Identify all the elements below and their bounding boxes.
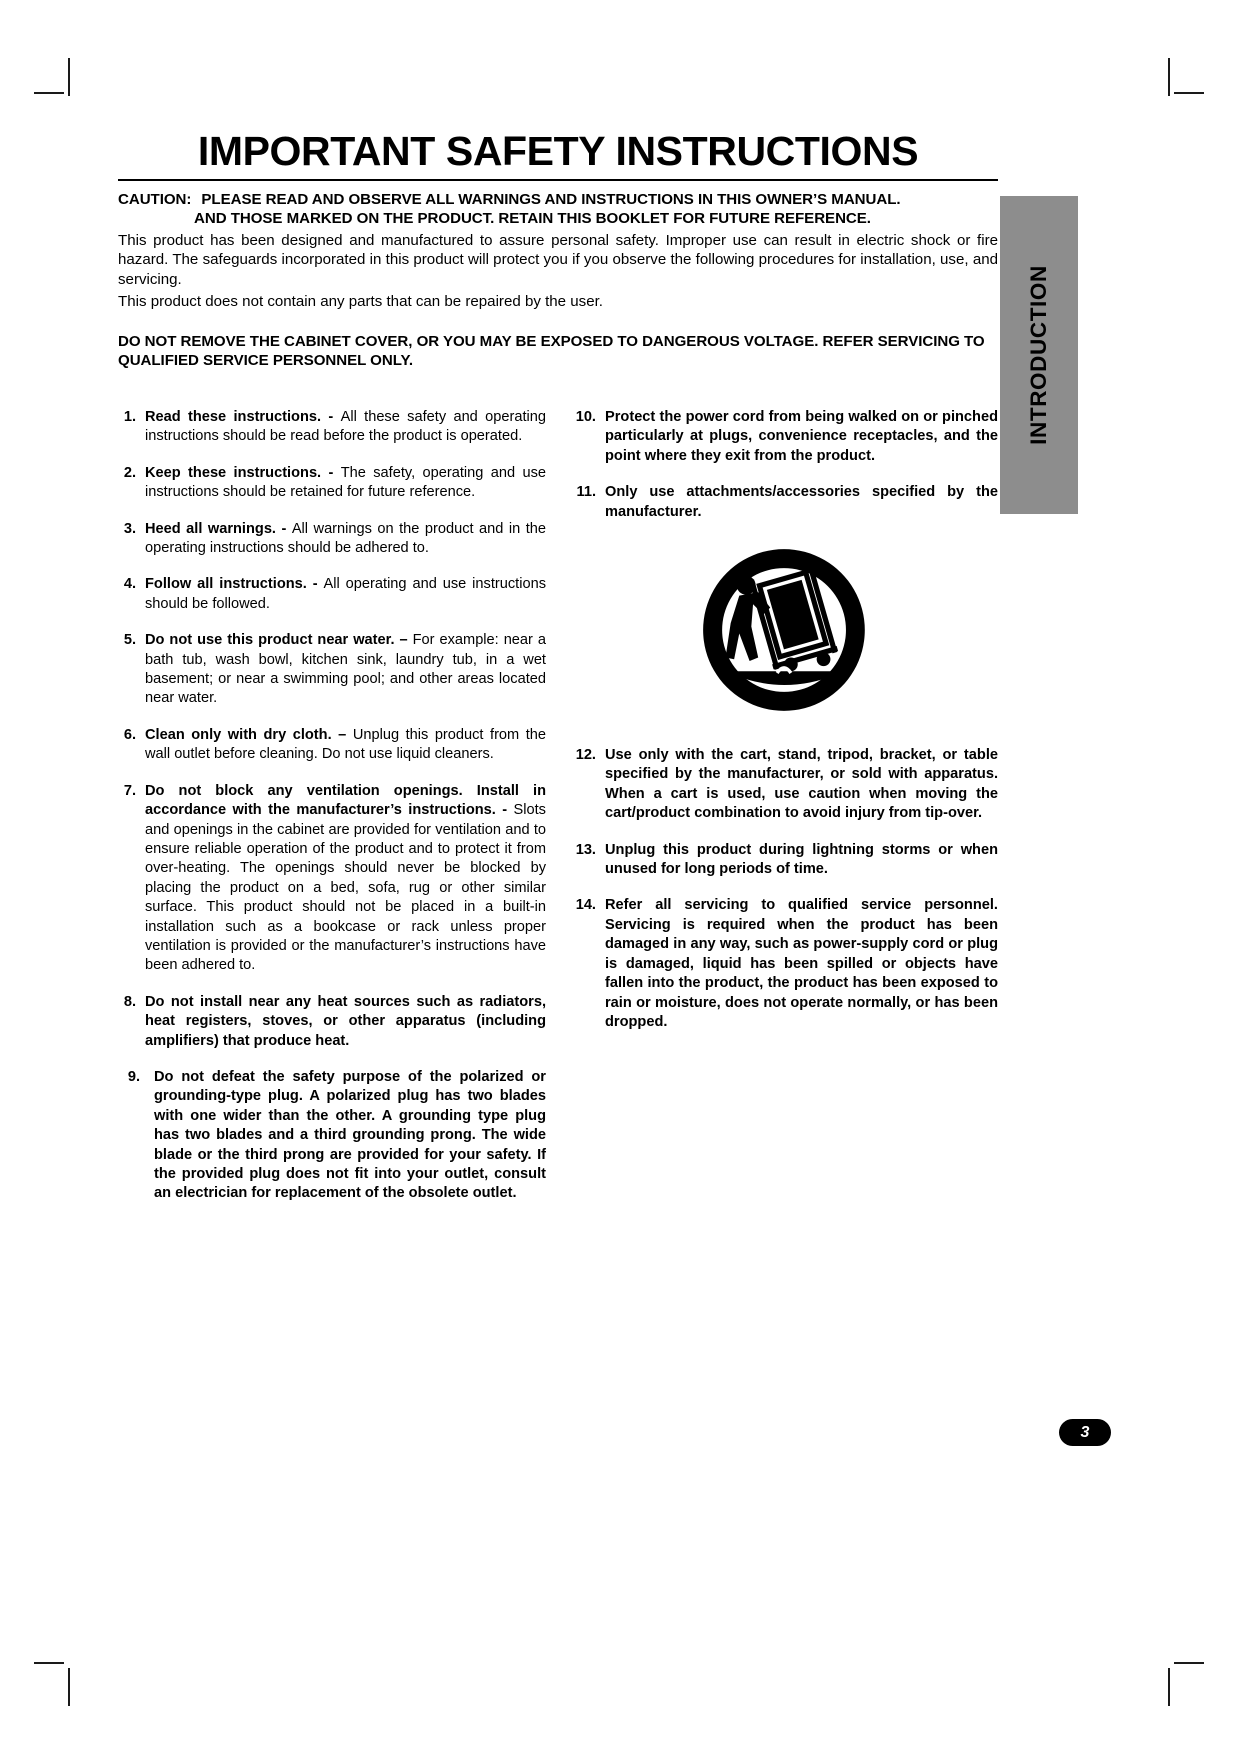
- cart-tip-over-warning-icon: [698, 544, 870, 716]
- title-divider: [118, 179, 998, 181]
- safety-item-heading: Follow all instructions.: [145, 576, 307, 593]
- safety-item-text: All these safety and operating instructions should be read before the product is operated.: [145, 409, 546, 445]
- safety-item-number: 10.: [575, 409, 596, 425]
- safety-item-body: [145, 464, 546, 503]
- safety-item-number: 5.: [123, 632, 136, 649]
- warning-paragraph: DO NOT REMOVE THE CABINET COVER, OR YOU MAY BE EXPOSED TO DANGEROUS VOLTAGE. REFER SERVICING TO QUALIFIED SERVICE PERSONNEL ONLY.: [118, 332, 985, 370]
- safety-item: [118, 726, 546, 765]
- safety-item-body: [154, 1068, 546, 1204]
- safety-item-text: Only use attachments/accessories specified by the manufacturer.: [605, 484, 998, 520]
- caution-text-1: PLEASE READ AND OBSERVE ALL WARNINGS AND INSTRUCTIONS IN THIS OWNER’S MANUAL.: [201, 191, 901, 209]
- safety-item-text: The safety, operating and use instructions should be retained for future reference.: [145, 464, 546, 501]
- safety-item-number: 2.: [123, 464, 136, 481]
- page-number-badge: 3: [1059, 1419, 1111, 1446]
- safety-item: [570, 841, 998, 880]
- safety-item-text: Use only with the cart, stand, tripod, bracket, or table specified by the manufacturer, or sold with apparatus. When a cart is used, use caution when moving the cart/product combination to avoid injury from tip-over.: [605, 747, 998, 822]
- safety-item-dash: -: [321, 409, 341, 425]
- safety-item-number: 14.: [575, 897, 596, 914]
- safety-list-right-bottom-group: [570, 746, 998, 1032]
- crop-mark-top-left-v: [68, 58, 70, 96]
- safety-item: [570, 408, 998, 466]
- safety-item-dash: –: [394, 632, 413, 649]
- safety-item: [118, 1068, 546, 1204]
- safety-item: [570, 896, 998, 1032]
- page-title: IMPORTANT SAFETY INSTRUCTIONS: [197, 128, 919, 174]
- safety-item-dash: -: [495, 802, 514, 819]
- safety-item-body: [605, 483, 998, 522]
- document-header: [118, 130, 998, 371]
- safety-item-heading: Clean only with dry cloth.: [145, 726, 332, 743]
- safety-item-text: All operating and use instructions should be followed.: [145, 576, 546, 612]
- safety-item-number: 4.: [123, 576, 136, 593]
- safety-item: [118, 520, 546, 559]
- intro-paragraph-1: This product has been designed and manufactured to assure personal safety. Improper use can result in electric shock or fire hazard. The safeguards incorporated in this product will protect you if you observe the following procedures for installation, use, and servicing.: [118, 231, 998, 289]
- safety-item: [118, 631, 546, 709]
- safety-item: [118, 464, 546, 503]
- safety-item: [118, 575, 546, 614]
- safety-item-number: 1.: [123, 409, 136, 425]
- safety-item-text: For example: near a bath tub, wash bowl, kitchen sink, laundry tub, in a wet basement; or near a swimming pool; and other areas located near water.: [145, 632, 546, 707]
- safety-item-text: Do not install near any heat sources such as radiators, heat registers, stoves, or other apparatus (including amplifiers) that produce heat.: [145, 993, 546, 1049]
- caution-text-2: AND THOSE MARKED ON THE PRODUCT. RETAIN THIS BOOKLET FOR FUTURE REFERENCE.: [194, 210, 871, 228]
- safety-item-heading: Read these instructions.: [145, 409, 322, 425]
- safety-item-body: [145, 520, 546, 559]
- crop-mark-bottom-right-v: [1168, 1668, 1170, 1706]
- safety-item-text: All warnings on the product and in the operating instructions should be adhered to.: [145, 520, 546, 557]
- safety-item: [570, 483, 998, 522]
- safety-item-body: [605, 746, 998, 824]
- safety-item-number: 7.: [123, 782, 136, 799]
- safety-item-text: Unplug this product from the wall outlet before cleaning. Do not use liquid cleaners.: [145, 726, 547, 763]
- safety-item-number: 9.: [127, 1068, 140, 1085]
- safety-item-dash: –: [331, 726, 353, 743]
- safety-item-body: [605, 896, 998, 1032]
- safety-list-right-top-group: [570, 408, 998, 522]
- intro-paragraph-2: This product does not contain any parts that can be repaired by the user.: [118, 292, 603, 310]
- safety-item: [118, 782, 546, 976]
- safety-item-number: 8.: [123, 993, 136, 1010]
- safety-item: [570, 746, 998, 824]
- safety-item-text: Do not defeat the safety purpose of the polarized or grounding-type plug. A polarized plug has two blades with one wider than the other. A grounding type plug has two blades and a third grounding prong. The wide blade or the third prong are provided for your safety. If the provided plug does not fit into your outlet, consult an electrician for replacement of the obsolete outlet.: [154, 1068, 546, 1202]
- crop-mark-bottom-left-h: [34, 1662, 64, 1664]
- safety-item: [118, 993, 546, 1051]
- safety-item-text: Unplug this product during lightning storms or when unused for long periods of time.: [605, 841, 998, 878]
- safety-item-body: [145, 575, 546, 614]
- safety-item-body: [605, 408, 998, 466]
- safety-item-dash: -: [306, 576, 324, 593]
- safety-item-body: [145, 993, 546, 1051]
- crop-mark-bottom-left-v: [68, 1668, 70, 1706]
- safety-item-body: [145, 408, 546, 447]
- crop-mark-top-left-h: [34, 92, 64, 94]
- section-tab-label: INTRODUCTION: [1026, 265, 1051, 445]
- caution-line-2: [118, 209, 998, 228]
- safety-item-heading: Heed all warnings.: [145, 520, 276, 537]
- safety-item-body: [145, 782, 546, 976]
- safety-item-text: Refer all servicing to qualified service personnel. Servicing is required when the product has been damaged in any way, such as power-supply cord or plug is damaged, liquid has been spilled or objects have fallen into the product, the product has been exposed to rain or moisture, does not operate normally, or has been dropped.: [605, 897, 998, 1030]
- safety-item-body: [145, 631, 546, 709]
- safety-item-heading: Do not block any ventilation openings. Install in accordance with the manufacturer’s instructions.: [145, 782, 546, 819]
- crop-mark-top-right-v: [1168, 58, 1170, 96]
- safety-item-number: 6.: [123, 726, 136, 743]
- safety-item-text: Protect the power cord from being walked on or pinched particularly at plugs, convenience receptacles, and the point where they exit from the product.: [605, 409, 998, 464]
- section-tab-introduction: [1000, 196, 1078, 514]
- safety-list-right-column: [570, 408, 998, 1049]
- safety-item-body: [605, 841, 998, 880]
- safety-item-number: 3.: [123, 520, 136, 537]
- crop-mark-bottom-right-h: [1174, 1662, 1204, 1664]
- caution-label: CAUTION:: [118, 191, 192, 209]
- caution-block: [118, 190, 998, 229]
- safety-list-left-column: [118, 408, 546, 1221]
- safety-item-dash: -: [321, 464, 341, 481]
- safety-item-number: 13.: [575, 841, 596, 858]
- safety-item-text: Slots and openings in the cabinet are provided for ventilation and to ensure reliable operation of the product and to protect it from over-heating. The openings should never be blocked by placing the product on a bed, sofa, rug or other similar surface. This product should not be placed in a built-in installation such as a bookcase or rack unless proper ventilation is provided or the manufacturer’s instructions have been adhered to.: [145, 802, 546, 974]
- safety-item-heading: Keep these instructions.: [145, 464, 322, 481]
- crop-mark-top-right-h: [1174, 92, 1204, 94]
- safety-item-body: [145, 726, 546, 765]
- safety-item-dash: -: [276, 520, 292, 537]
- safety-item-number: 11.: [576, 484, 596, 501]
- safety-item: [118, 408, 546, 447]
- caution-line-1: [118, 190, 998, 209]
- safety-item-heading: Do not use this product near water.: [145, 632, 395, 649]
- safety-item-number: 12.: [575, 747, 596, 764]
